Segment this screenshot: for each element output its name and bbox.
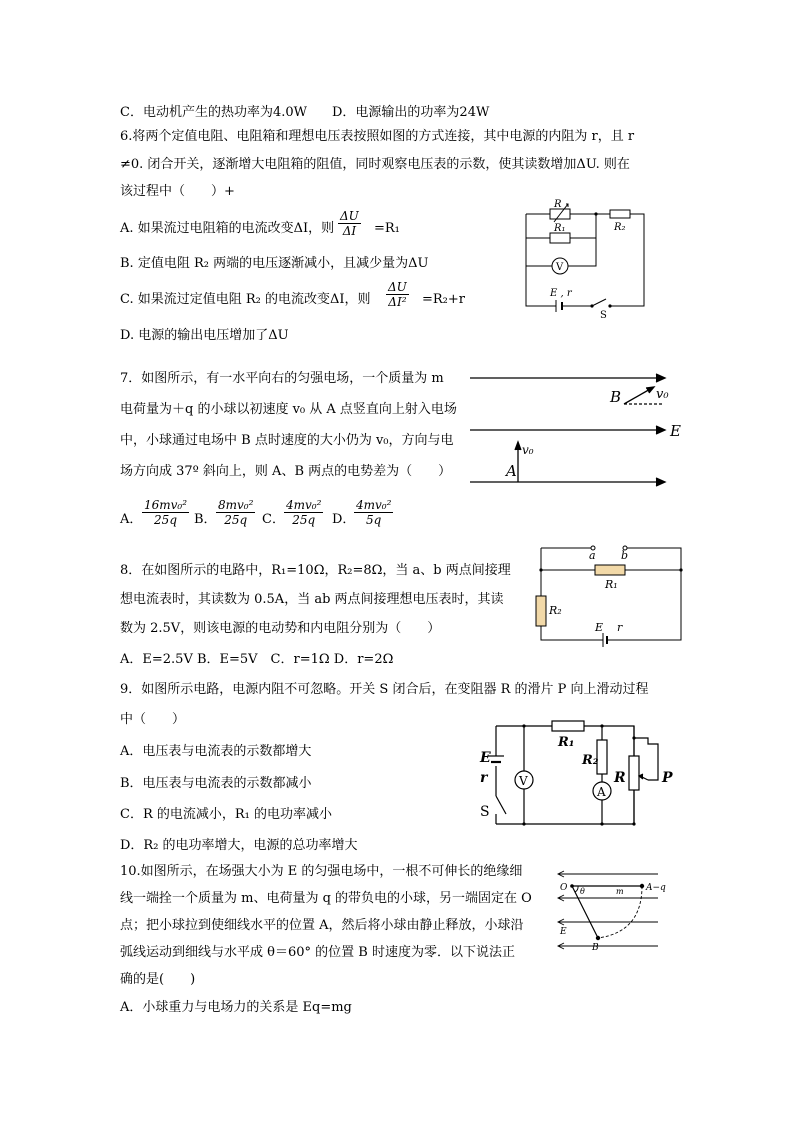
q8-circuit-diagram: [535, 540, 685, 652]
q7-field-diagram: [470, 368, 690, 493]
q9-fig-ammeter: A: [597, 785, 606, 799]
q7-option-c-label: C．: [262, 512, 285, 527]
q10-fig-label-e: E: [560, 927, 567, 937]
q9-fig-label-r: r: [480, 770, 488, 786]
q10-stem-4: 弧线运动到细线与水平成 θ＝60° 的位置 B 时速度为零．以下说法正: [120, 945, 515, 960]
q6-circuit-diagram: [520, 200, 660, 320]
q7-option-d-fraction: $\frac{\text{4mv₀²}}{5q}$: [356, 498, 392, 527]
q6-fig-label-r1: R₁: [554, 223, 566, 234]
q6-stem-1: 6.将两个定值电阻、电阻箱和理想电压表按照如图的方式连接，其中电源的内阻为 r，且 r: [120, 129, 635, 144]
q10-stem-5: 确的是( ): [120, 972, 196, 987]
q9-fig-label-p: P: [662, 770, 673, 786]
q10-stem-3: 点；把小球拉到使细线水平的位置 A，然后将小球由静止释放，小球沿: [120, 918, 524, 933]
q7-stem-1: 7．如图所示，有一水平向右的匀强电场，一个质量为 m: [120, 371, 444, 386]
q9-option-a: A．电压表与电流表的示数都增大: [120, 744, 312, 759]
q6-option-b: B. 定值电阻 R₂ 两端的电压逐渐减小，且减少量为ΔU: [120, 256, 429, 271]
q5-option-d: D．电源输出的功率为24W: [332, 105, 490, 120]
q10-field-diagram: [558, 866, 666, 956]
q7-option-d-label: D．: [332, 512, 356, 527]
q10-fig-label-a: A−q: [646, 883, 666, 893]
q8-fig-label-r2: R₂: [549, 604, 562, 617]
q7-option-b-fraction: $\frac{\text{8mv₀²}}{25q}$: [218, 498, 254, 527]
q10-fig-label-theta: θ: [580, 887, 585, 896]
q10-fig-label-m: m: [616, 887, 624, 896]
q9-option-d: D．R₂ 的电功率增大，电源的总功率增大: [120, 838, 358, 853]
q10-fig-label-o: O: [560, 883, 568, 893]
q6-fig-label-er: E , r: [550, 288, 572, 299]
q9-fig-label-s: S: [480, 804, 490, 820]
q6-option-c-result: =R₂+r: [422, 292, 465, 307]
q9-fig-label-r1: R₁: [558, 735, 575, 750]
q6-option-a-fraction: $\frac{\Delta U}{\Delta I}$: [340, 209, 359, 238]
q9-option-c: C．R 的电流减小，R₁ 的电功率减小: [120, 807, 332, 822]
q7-stem-2: 电荷量为＋q 的小球以初速度 v₀ 从 A 点竖直向上射入电场: [120, 402, 457, 417]
q7-fig-label-v0-a: v₀: [522, 443, 534, 457]
q8-fig-label-r1: R₁: [605, 578, 618, 591]
q8-fig-label-e: E: [595, 621, 604, 634]
q9-circuit-diagram: [476, 716, 676, 831]
q10-fig-label-b: B: [592, 943, 599, 953]
q6-option-d: D. 电源的输出电压增加了ΔU: [120, 328, 289, 343]
q8-stem-1: 8．在如图所示的电路中，R₁=10Ω，R₂=8Ω，当 a、b 两点间接理: [120, 563, 511, 578]
q8-options: A．E=2.5V B．E=5V C．r=1Ω D．r=2Ω: [120, 652, 394, 667]
q9-stem-2: 中（ ）: [120, 712, 186, 727]
q7-option-a-label: A．: [120, 512, 143, 527]
q9-fig-label-r2: R₂: [582, 753, 599, 768]
q7-option-c-fraction: $\frac{\text{4mv₀²}}{25q}$: [286, 498, 322, 527]
q9-option-b: B．电压表与电流表的示数都减小: [120, 776, 312, 791]
q10-stem-2: 线一端拴一个质量为 m、电荷量为 q 的带负电的小球，另一端固定在 O: [120, 891, 532, 906]
q6-option-a: A. 如果流过电阻箱的电流改变ΔI，则: [120, 221, 335, 236]
q7-fig-label-v0-b: v₀: [656, 387, 669, 402]
q7-option-b-label: B．: [194, 512, 217, 527]
q8-stem-3: 数为 2.5V，则该电源的电动势和内电阻分别为（ ）: [120, 621, 441, 636]
q7-option-a-fraction: $\frac{\text{16mv₀²}}{25q}$: [144, 498, 188, 527]
q7-fig-label-a: A: [506, 462, 517, 480]
q6-option-c: C. 如果流过定值电阻 R₂ 的电流改变ΔI，则: [120, 292, 371, 307]
q8-fig-label-r: r: [617, 621, 623, 634]
q7-fig-label-b: B: [610, 388, 622, 406]
q7-stem-3: 中，小球通过电场中 B 点时速度的大小仍为 v₀，方向与电: [120, 433, 454, 448]
q9-fig-voltmeter: V: [519, 774, 528, 788]
q6-fig-label-r2: R₂: [614, 222, 626, 233]
q6-option-a-result: =R₁: [374, 221, 400, 236]
q9-fig-label-e: E: [480, 750, 491, 766]
q8-stem-2: 想电流表时，其读数为 0.5A，当 ab 两点间接理想电压表时，其读: [120, 592, 504, 607]
q10-option-a: A．小球重力与电场力的关系是 Eq=mg: [120, 1000, 352, 1015]
q6-option-c-fraction: $\frac{\Delta U}{\text{ΔI²}}$: [388, 280, 407, 309]
q6-stem-3: 该过程中（ ）+: [120, 184, 235, 199]
q7-fig-label-e: E: [670, 422, 681, 440]
q8-fig-label-b: b: [621, 549, 629, 562]
q6-stem-2: ≠0. 闭合开关，逐渐增大电阻箱的阻值，同时观察电压表的示数，使其读数增加ΔU. 则在: [120, 157, 630, 172]
q5-option-c: C．电动机产生的热功率为4.0W: [120, 105, 307, 120]
q9-fig-label-rr: R: [614, 770, 626, 786]
q7-stem-4: 场方向成 37º 斜向上，则 A、B 两点的电势差为（ ）: [120, 464, 452, 479]
q6-fig-voltmeter: V: [556, 262, 564, 273]
q10-stem-1: 10.如图所示，在场强大小为 E 的匀强电场中，一根不可伸长的绝缘细: [120, 864, 523, 879]
q8-fig-label-a: a: [589, 549, 596, 562]
q6-fig-label-r: R: [554, 199, 562, 210]
q6-fig-label-s: S: [600, 310, 607, 321]
q9-stem-1: 9．如图所示电路，电源内阻不可忽略。开关 S 闭合后，在变阻器 R 的滑片 P 向上滑动过程: [120, 682, 649, 697]
